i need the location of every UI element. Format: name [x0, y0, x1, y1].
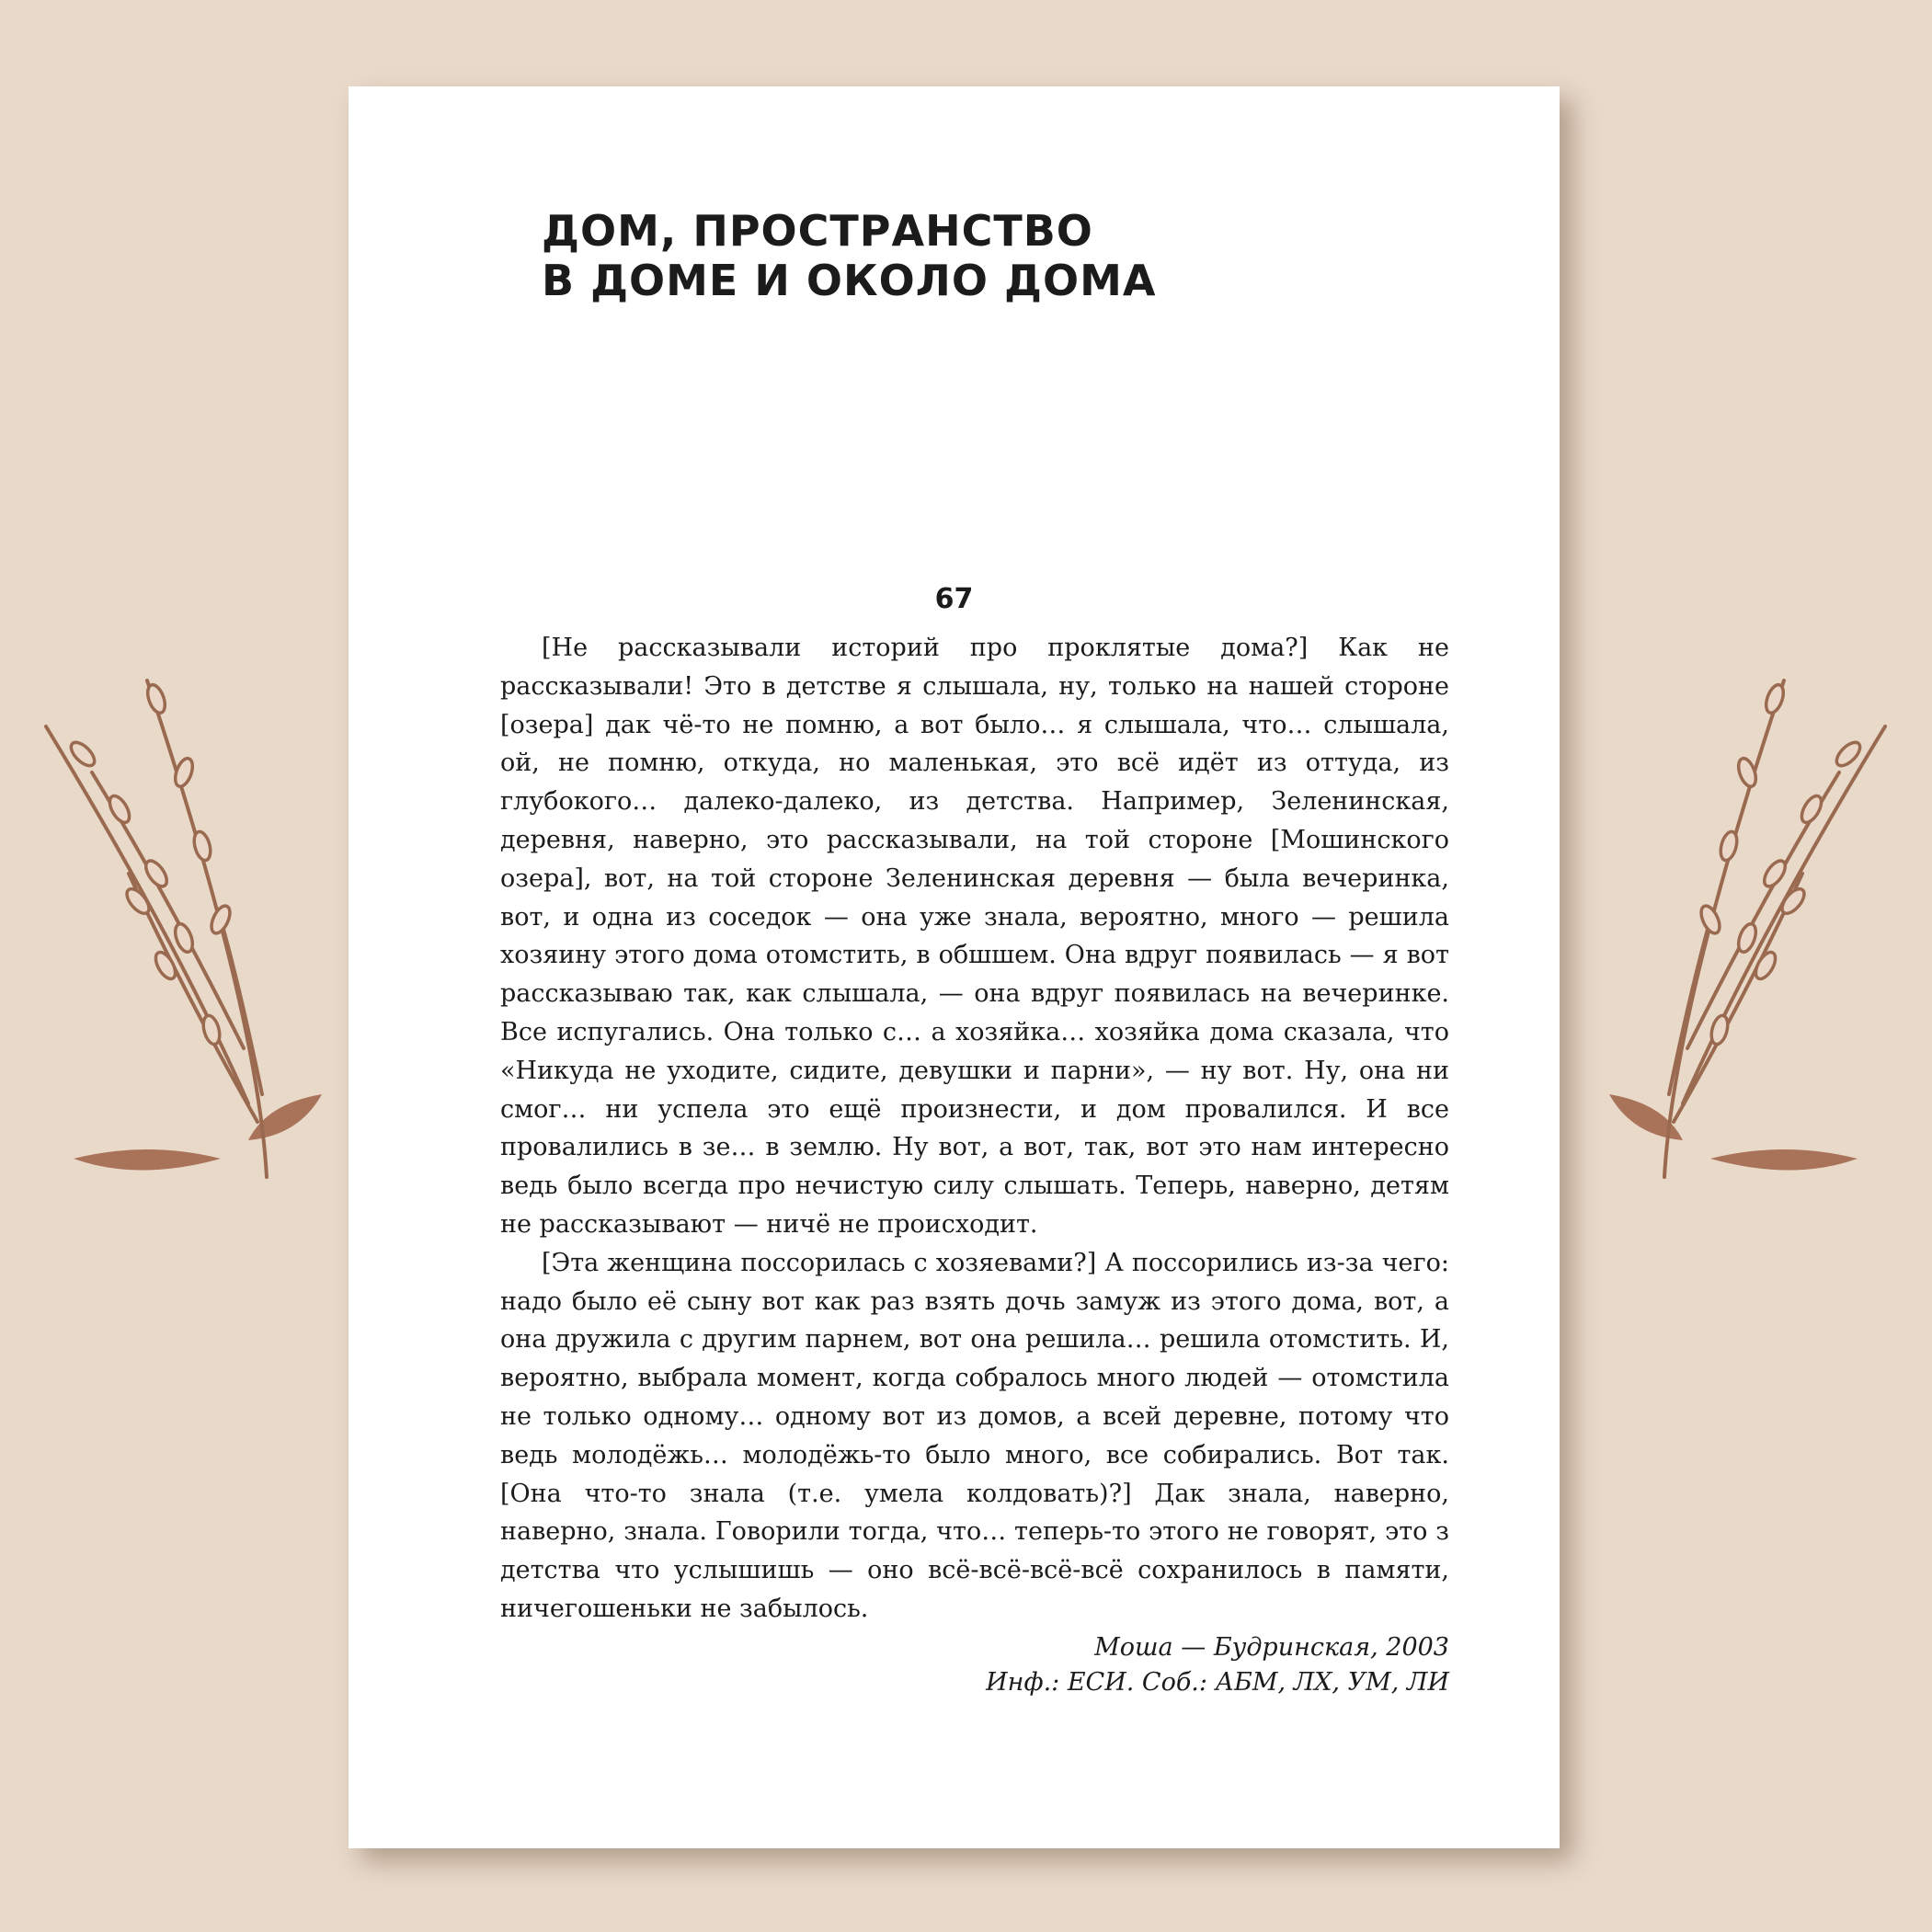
story-text	[500, 629, 1449, 1700]
chapter-title-line-2: В ДОМЕ И ОКОЛО ДОМА	[542, 256, 1157, 305]
story-number: 67	[934, 583, 974, 615]
willow-branch-right	[1517, 662, 1903, 1251]
leaf-right-1	[1710, 1149, 1858, 1171]
book-page	[349, 86, 1560, 1848]
chapter-title	[542, 206, 1156, 305]
paragraph-2: [Эта женщина поссорилась с хозяевами?] А поссорились из-за чего: надо было её сыну вот как раз взять дочь замуж из этого дома, вот, а она дружила с другим парнем, вот она решила… решила отомстить. И, вероятно, выбрала момент, когда собралось много людей — отомстила не только одному… одному вот из домов, а всей деревне, потому что ведь молодёжь… молодёжь-то было много, все собирались. Вот так. [Она что-то знала (т.е. умела колдовать)?] Дак знала, наверно, наверно, знала. Говорили тогда, что… теперь-то этого не говорят, это з детства что услышишь — оно всё-всё-всё-всё сохранилось в памяти, ничегошеньки не забылось.	[500, 1248, 1449, 1623]
leaf-left-1	[74, 1149, 221, 1171]
chapter-title-line-1: ДОМ, ПРОСТРАНСТВО	[542, 206, 1093, 256]
source-line-2: Инф.: ЕСИ. Соб.: АБМ, ЛХ, УМ, ЛИ	[986, 1667, 1449, 1697]
source-line-1: Моша — Будринская, 2003	[1094, 1632, 1449, 1662]
paragraph-1: [Не рассказывали историй про проклятые дома?] Как не рассказывали! Это в детстве я слышала, ну, только на нашей стороне [озера] дак чё-то не помню, а вот было… я слышала, что… слышала, ой, не помню, откуда, но маленькая, это всё идёт из оттуда, из глубокого… далеко-далеко, из детства. Например, Зеленинская, деревня, наверно, это рассказывали, на той стороне [Мошинского озера], вот, на той стороне Зеленинская деревня — была вечеринка, вот, и одна из соседок — она уже знала, вероятно, много — решила хозяину этого дома отомстить, в обшшем. Она вдруг появилась — я вот рассказываю так, как слышала, — она вдруг появилась на вечеринке. Все испугались. Она только с… а хозяйка… хозяйка дома сказала, что «Никуда не уходите, сидите, девушки и парни», — ну вот. Ну, она ни смог… ни успела это ещё произнести, и дом провалился. И все провалились в зе… в землю. Ну вот, а вот, так, вот это нам интересно ведь было всегда про нечистую силу слышать. Теперь, наверно, детям не рассказывают — ничё не происходит.	[500, 634, 1449, 1239]
source-attribution	[500, 1630, 1449, 1700]
